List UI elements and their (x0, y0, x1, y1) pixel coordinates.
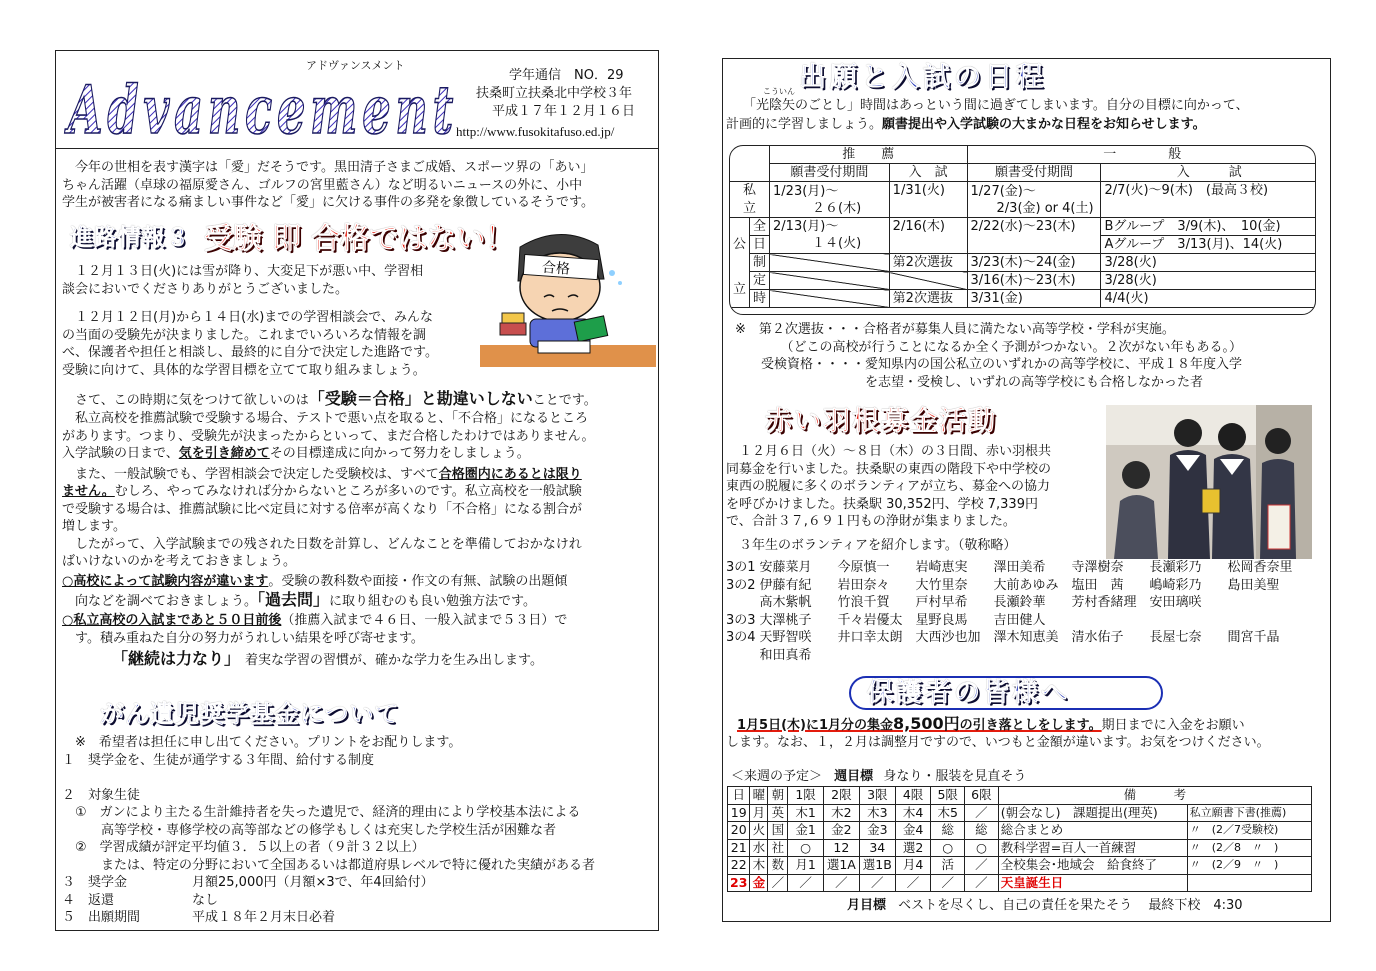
volunteer-name: 澤木知恵美 (993, 630, 1059, 645)
volunteer-name: 島田美聖 (1227, 577, 1280, 593)
week-cell: 総合まとめ (998, 822, 1187, 840)
volunteer-name: 今原慎一 (837, 560, 890, 575)
week-cell: 月4 (895, 857, 931, 875)
volunteer-name: 大竹里奈 (915, 577, 968, 593)
volunteer-name: 塩田 茜 (1071, 577, 1124, 593)
volunteer-class: 3の2 (726, 577, 756, 593)
table-row-public-part-1: 立 定 3/16(木)～23(木) 3/28(火) (730, 272, 1317, 290)
week-cell: 全校集会･地域会 給食終了 (998, 857, 1187, 875)
volunteer-row (726, 577, 1306, 595)
month-goal-line: 月目標 ベストを尽くし、自己の責任を果たそう 最終下校 4:30 (847, 898, 1243, 913)
volunteer-name: 高木紫帆 (759, 595, 812, 610)
volunteer-name: 岩田奈々 (837, 577, 890, 593)
week-row (728, 822, 1312, 840)
headband-text: 合格 (541, 259, 571, 278)
week-cell: 金3 (859, 822, 895, 840)
volunteer-name: 井口幸太朗 (837, 630, 903, 645)
week-header-cell: 6限 (965, 787, 999, 805)
week-header-row (728, 787, 1312, 805)
caution-emphasis: 「受験＝合格」と勘違いしない (308, 389, 533, 408)
week-cell: 選1A (823, 857, 859, 875)
volunteer-name: 清水佑子 (1071, 630, 1124, 645)
week-cell: 金4 (895, 822, 931, 840)
volunteer-name: 長屋七奈 (1149, 630, 1202, 645)
week-header-cell: 3限 (859, 787, 895, 805)
scholarship-title: がん遺児奨学基金について (100, 700, 400, 728)
header-recommend: 推 薦 (770, 146, 967, 164)
week-cell: 23 (728, 874, 750, 892)
week-cell: 金1 (788, 822, 824, 840)
exam-schedule-table: 推 薦 一 般 願書受付期間 入 試 願書受付期間 入 試 私 立 1/23(月)～ ２６(木) 1/31(火) 1/27(金)～ 2/3(金) or 4(土) 2/7(火)～9(木) (最高３校) 公 全 2/13(月)～ １４(火) 2/16(木) 2/22(水)～23(木) Bグループ 3/9(木)、 10(金) 日 Aグループ 3/13(月)、14(火) 制 第2次選抜 3/23(木)～24(金) 3/28(火) 立 定 3/16(木)～23(木) 3/28(火) 時 第2次選抜 3/31(金) 4/4(火) (729, 145, 1316, 315)
volunteer-class: 3の1 (726, 560, 756, 575)
volunteer-name (994, 647, 1072, 665)
week-row (728, 874, 1312, 892)
week-cell: ／ (965, 874, 999, 892)
volunteer-name: 間宮千晶 (1227, 630, 1280, 645)
masthead (56, 51, 659, 149)
week-cell: ／ (859, 874, 895, 892)
career-label: 進路情報３ (70, 225, 190, 251)
volunteer-row (726, 629, 1306, 647)
week-cell: 教科学習=百人一首練習 (998, 839, 1187, 857)
volunteer-name: 大西沙也加 (915, 630, 981, 645)
week-cell: ○ (931, 839, 965, 857)
volunteers-photo (1106, 405, 1312, 559)
volunteer-name (1072, 647, 1150, 665)
volunteer-name: 澤田美希 (993, 560, 1046, 575)
volunteer-name: 嶋崎彩乃 (1149, 577, 1202, 593)
week-header-cell: 2限 (823, 787, 859, 805)
week-row (728, 839, 1312, 857)
week-cell: ○ (788, 839, 824, 857)
caution-line: さて、この時期に気をつけて欲しいのは「受験＝合格」と勘違いしないことです。 (62, 389, 597, 408)
week-cell: 水 (750, 839, 768, 857)
school-url[interactable]: http://www.fusokitafuso.ed.jp/ (456, 124, 615, 139)
schedule-title: 出願と入試の日程 (799, 62, 1047, 93)
svg-text:Advancement: Advancement (63, 71, 458, 147)
volunteer-name: 戸村早希 (915, 595, 968, 610)
volunteer-name: 寺澤樹奈 (1071, 560, 1124, 575)
volunteer-name: 千々岩優太 (837, 612, 903, 628)
volunteer-name (1150, 612, 1228, 630)
week-cell: 34 (859, 839, 895, 857)
volunteer-name: 長瀬鈴華 (993, 595, 1046, 610)
week-header-cell: 4限 (895, 787, 931, 805)
motto: 「継続は力なり」 (112, 649, 233, 668)
table-row-public-part-2: 時 第2次選抜 3/31(金) 4/4(火) (730, 290, 1317, 308)
volunteer-name: 伊藤有紀 (759, 577, 812, 593)
furigana: こういん (763, 87, 795, 96)
volunteer-class (726, 594, 760, 612)
volunteer-name: 和田真希 (759, 647, 812, 663)
schedule-notes: ※ 第２次選抜・・・合格者が募集人員に満たない高等学校・学科が実施。 （どこの高校が行うことになるか全く予測がつかない。２次がない年もある。） 受検資格・・・・愛知県内の国公私立のいずれかの高等学校に、平成１８年度入学 を志望・受検し、いずれの高等学校にも合格しなかった者 (735, 322, 1243, 390)
volunteer-name: 安田璃咲 (1149, 595, 1202, 610)
volunteer-name (1228, 594, 1306, 612)
volunteer-row (726, 612, 1306, 630)
studying-student-illustration (480, 227, 656, 367)
header-general: 一 般 (967, 146, 1316, 164)
week-cell: 〃 (2／7受験校) (1187, 822, 1311, 840)
week-header-cell: 1限 (788, 787, 824, 805)
week-cell: 12 (823, 839, 859, 857)
week-cell: 月1 (788, 857, 824, 875)
week-cell: 月 (750, 804, 768, 822)
week-cell: 20 (728, 822, 750, 840)
week-cell: 22 (728, 857, 750, 875)
week-cell: 数 (768, 857, 788, 875)
red-feather-body: １２月６日（火）～８日（木）の３日間、赤い羽根共 同募金を行いました。扶桑駅の東西の階段下や中学校の 東西の脱履に多くのボランティアが立ち、募金への協力 を呼びかけました。扶桑駅 30,352円、学校 7,339円 で、合計３７,６９１円もの浄財が集まりました。 ３年生のボランティアを紹介します。（敬称略） (726, 444, 1052, 553)
intro-paragraph: 今年の世相を表す漢字は「愛」だそうです。黒田清子さまご成婚、スポーツ界の「あい」 ちゃん活躍（卓球の福原愛さん、ゴルフの宮里藍さん）など明るいニュースの外に、小中 学生が被害者になる痛ましい事件など「愛」に欠ける事件の多発を象徴しているそうです。 (62, 160, 594, 210)
guardians-title: 保護者の皆様へ (867, 678, 1071, 708)
volunteer-name: 大澤桃子 (759, 612, 812, 628)
issue-number: 学年通信 NO．29 (509, 68, 624, 83)
week-cell: 総 (931, 822, 965, 840)
week-header-cell: 曜 (750, 787, 768, 805)
masthead-logo (62, 69, 472, 147)
volunteer-name: 長瀬彩乃 (1149, 560, 1202, 575)
week-cell: 天皇誕生日 (998, 874, 1187, 892)
scholarship-body: ※ 希望者は担任に申し出てください。プリントをお配りします。 １ 奨学金を、生徒が通学する３年間、給付する制度 ２ 対象生徒 ① ガンにより主たる生計維持者を失った遺児で、経済的理由により学校基本法による 高等学校・専修学校の高等部などの修学もしくは充実した学校生活が困難な者 ② 学習成績が評定平均値３．５以上の者（９計３２以上） または、特定の分野において全国あるいは都道府県レベルで特に優れた実績がある者 ３ 奨学金 月額25,000円（月額×3で、年4回給付） ４ 返還 なし ５ 出願期間 平成１８年２月末日必着 (62, 735, 596, 925)
masthead-ruby: アドヴァンスメント (306, 59, 405, 72)
volunteer-name (916, 647, 994, 665)
week-cell: 選1B (859, 857, 895, 875)
issue-date: 平成１７年１２月１６日 (492, 104, 636, 119)
volunteer-row (726, 559, 1306, 577)
volunteer-list (726, 559, 1306, 664)
table-row-public-full-1: 公 全 2/13(月)～ １４(火) 2/16(木) 2/22(水)～23(木) Bグループ 3/9(木)、 10(金) (730, 218, 1317, 236)
volunteer-row (726, 647, 1306, 665)
week-cell: ／ (965, 804, 999, 822)
week-cell (1187, 874, 1311, 892)
week-cell: 選2 (895, 839, 931, 857)
week-cell: 木5 (931, 804, 965, 822)
week-cell: ／ (931, 874, 965, 892)
volunteer-name: 松岡香奈里 (1227, 560, 1293, 575)
week-cell: 国 (768, 822, 788, 840)
table-row-private: 私 立 1/23(月)～ ２６(木) 1/31(火) 1/27(金)～ 2/3(金) or 4(土) 2/7(火)～9(木) (最高３校) (730, 182, 1317, 218)
week-header-cell: 備 考 (998, 787, 1311, 805)
red-feather-title: 赤い羽根募金活動 (765, 406, 997, 437)
week-cell: 木2 (823, 804, 859, 822)
volunteer-name: 天野智咲 (759, 630, 812, 645)
left-page (55, 50, 659, 931)
week-row (728, 857, 1312, 875)
week-cell: 19 (728, 804, 750, 822)
volunteer-name: 竹浪千賀 (837, 595, 890, 610)
week-cell: 総 (965, 822, 999, 840)
volunteer-class: 3の3 (726, 612, 756, 628)
next-week-header: ＜来週の予定＞ 週目標 身なり・服装を見直そう (731, 769, 1027, 784)
week-cell: ／ (965, 857, 999, 875)
week-cell: 金 (750, 874, 768, 892)
volunteer-name (838, 647, 916, 665)
volunteer-name: 大前あゆみ (993, 577, 1059, 593)
school-name: 扶桑町立扶桑北中学校３年 (476, 86, 633, 101)
career-body-2: 私立高校を推薦試験で受験する場合、テストで悪い点を取ると、「不合格」になるところ があります。つまり、受験先が決まったからといって、まだ合格したわけではありません。 入学試験の日まで、気を引き締めてその目標達成に向かって努力をしましょう。 また、一般試験でも、学習相談会で決定した受験校は、すべて合格圏内にあるとは限り ません。むしろ、やってみなければ分からないところが多いのです。私立高校を一般試験 で受験する場合は、推薦試験に比べ定員に対する倍率が高くなり「不合格」になる割合が 増します。 したがって、入学試験までの残された日数を計算し、どんなことを準備しておかなけれ ばいけないのかを考えておきましょう。 ○高校によって試験内容が違います。受験の教科数や面接・作文の有無、試験の出題傾 向などを調べておきましょう。「過去問」に取り組むのも良い勉強方法です。 ○私立高校の入試まであと５０日前後（推薦入試まで４６日、一般入試まで５３日）で す。積み重ねた自分の努力がうれしい結果を呼び寄せます。 「継続は力なり」 着実な学習の習慣が、確かな学力を生み出します。 (62, 411, 595, 668)
weekly-schedule-table (727, 786, 1312, 892)
week-cell: 木 (750, 857, 768, 875)
week-cell: 木4 (895, 804, 931, 822)
week-cell: ／ (788, 874, 824, 892)
week-cell: 金2 (823, 822, 859, 840)
volunteer-class (726, 647, 760, 665)
week-cell: 火 (750, 822, 768, 840)
table-row-public-full-3: 制 第2次選抜 3/23(木)～24(金) 3/28(火) (730, 254, 1317, 272)
volunteer-name: 吉田健人 (993, 612, 1046, 628)
week-cell: 21 (728, 839, 750, 857)
week-cell: 木1 (788, 804, 824, 822)
volunteer-name: 安藤菜月 (759, 560, 812, 575)
volunteer-name (1072, 612, 1150, 630)
career-headline: 受験 即 合格ではない！ (204, 221, 515, 255)
week-row (728, 804, 1312, 822)
volunteer-row (726, 594, 1306, 612)
week-header-cell: 朝 (768, 787, 788, 805)
volunteer-name: 芳村香緒理 (1071, 595, 1137, 610)
volunteer-class: 3の4 (726, 630, 756, 645)
volunteer-name: 岩崎恵実 (915, 560, 968, 575)
career-body: １２月１３日(火)には雪が降り、大変足下が悪い中、学習相 談会においでくださりありがとうございました。 １２月１２日(月)から１４日(水)までの学習相談会で、みんな の当面の受験先が決まりました。これまでいろいろな情報を調 べ、保護者や担任と相談し、最終的に自分で決定した進路です。 受験に向けて、具体的な学習目標を立てて取り組みましょう。 (62, 264, 438, 378)
guardians-line-2: します。なお、１，２月は調整月ですので、いつもと金額が違います。お気をつけください。 (726, 735, 1270, 750)
right-page (722, 58, 1331, 922)
guardians-line-1: 1月5日(木)に1月分の集金8,500円の引き落としをします。期日までに入金をお願い (737, 714, 1245, 733)
week-cell: ／ (823, 874, 859, 892)
week-cell: 活 (931, 857, 965, 875)
week-cell: 〃 (2／8 〃 ) (1187, 839, 1311, 857)
week-cell: ／ (768, 874, 788, 892)
week-cell: (朝会なし) 課題提出(理英) (998, 804, 1187, 822)
week-header-cell: 5限 (931, 787, 965, 805)
volunteer-name (1150, 647, 1228, 665)
table-row-public-full-2: 日 Aグループ 3/13(月)、14(火) (730, 236, 1317, 254)
volunteer-name (1228, 612, 1306, 630)
week-cell: 木3 (859, 804, 895, 822)
schedule-lead-2: 計画的に学習しましょう。願書提出や入学試験の大まかな日程をお知らせします。 (726, 117, 1206, 132)
week-cell: 私立願書下書(推薦) (1187, 804, 1311, 822)
week-cell: ／ (895, 874, 931, 892)
week-cell: ○ (965, 839, 999, 857)
week-cell: 社 (768, 839, 788, 857)
week-cell: 英 (768, 804, 788, 822)
schedule-lead-1: 「光陰矢のごとし」時間はあっという間に過ぎてしまいます。自分の目標に向かって、 (743, 98, 1249, 113)
volunteer-name: 星野良馬 (915, 612, 968, 628)
week-header-cell: 日 (728, 787, 750, 805)
volunteer-name (1228, 647, 1306, 665)
week-cell: 〃 (2／9 〃 ) (1187, 857, 1311, 875)
